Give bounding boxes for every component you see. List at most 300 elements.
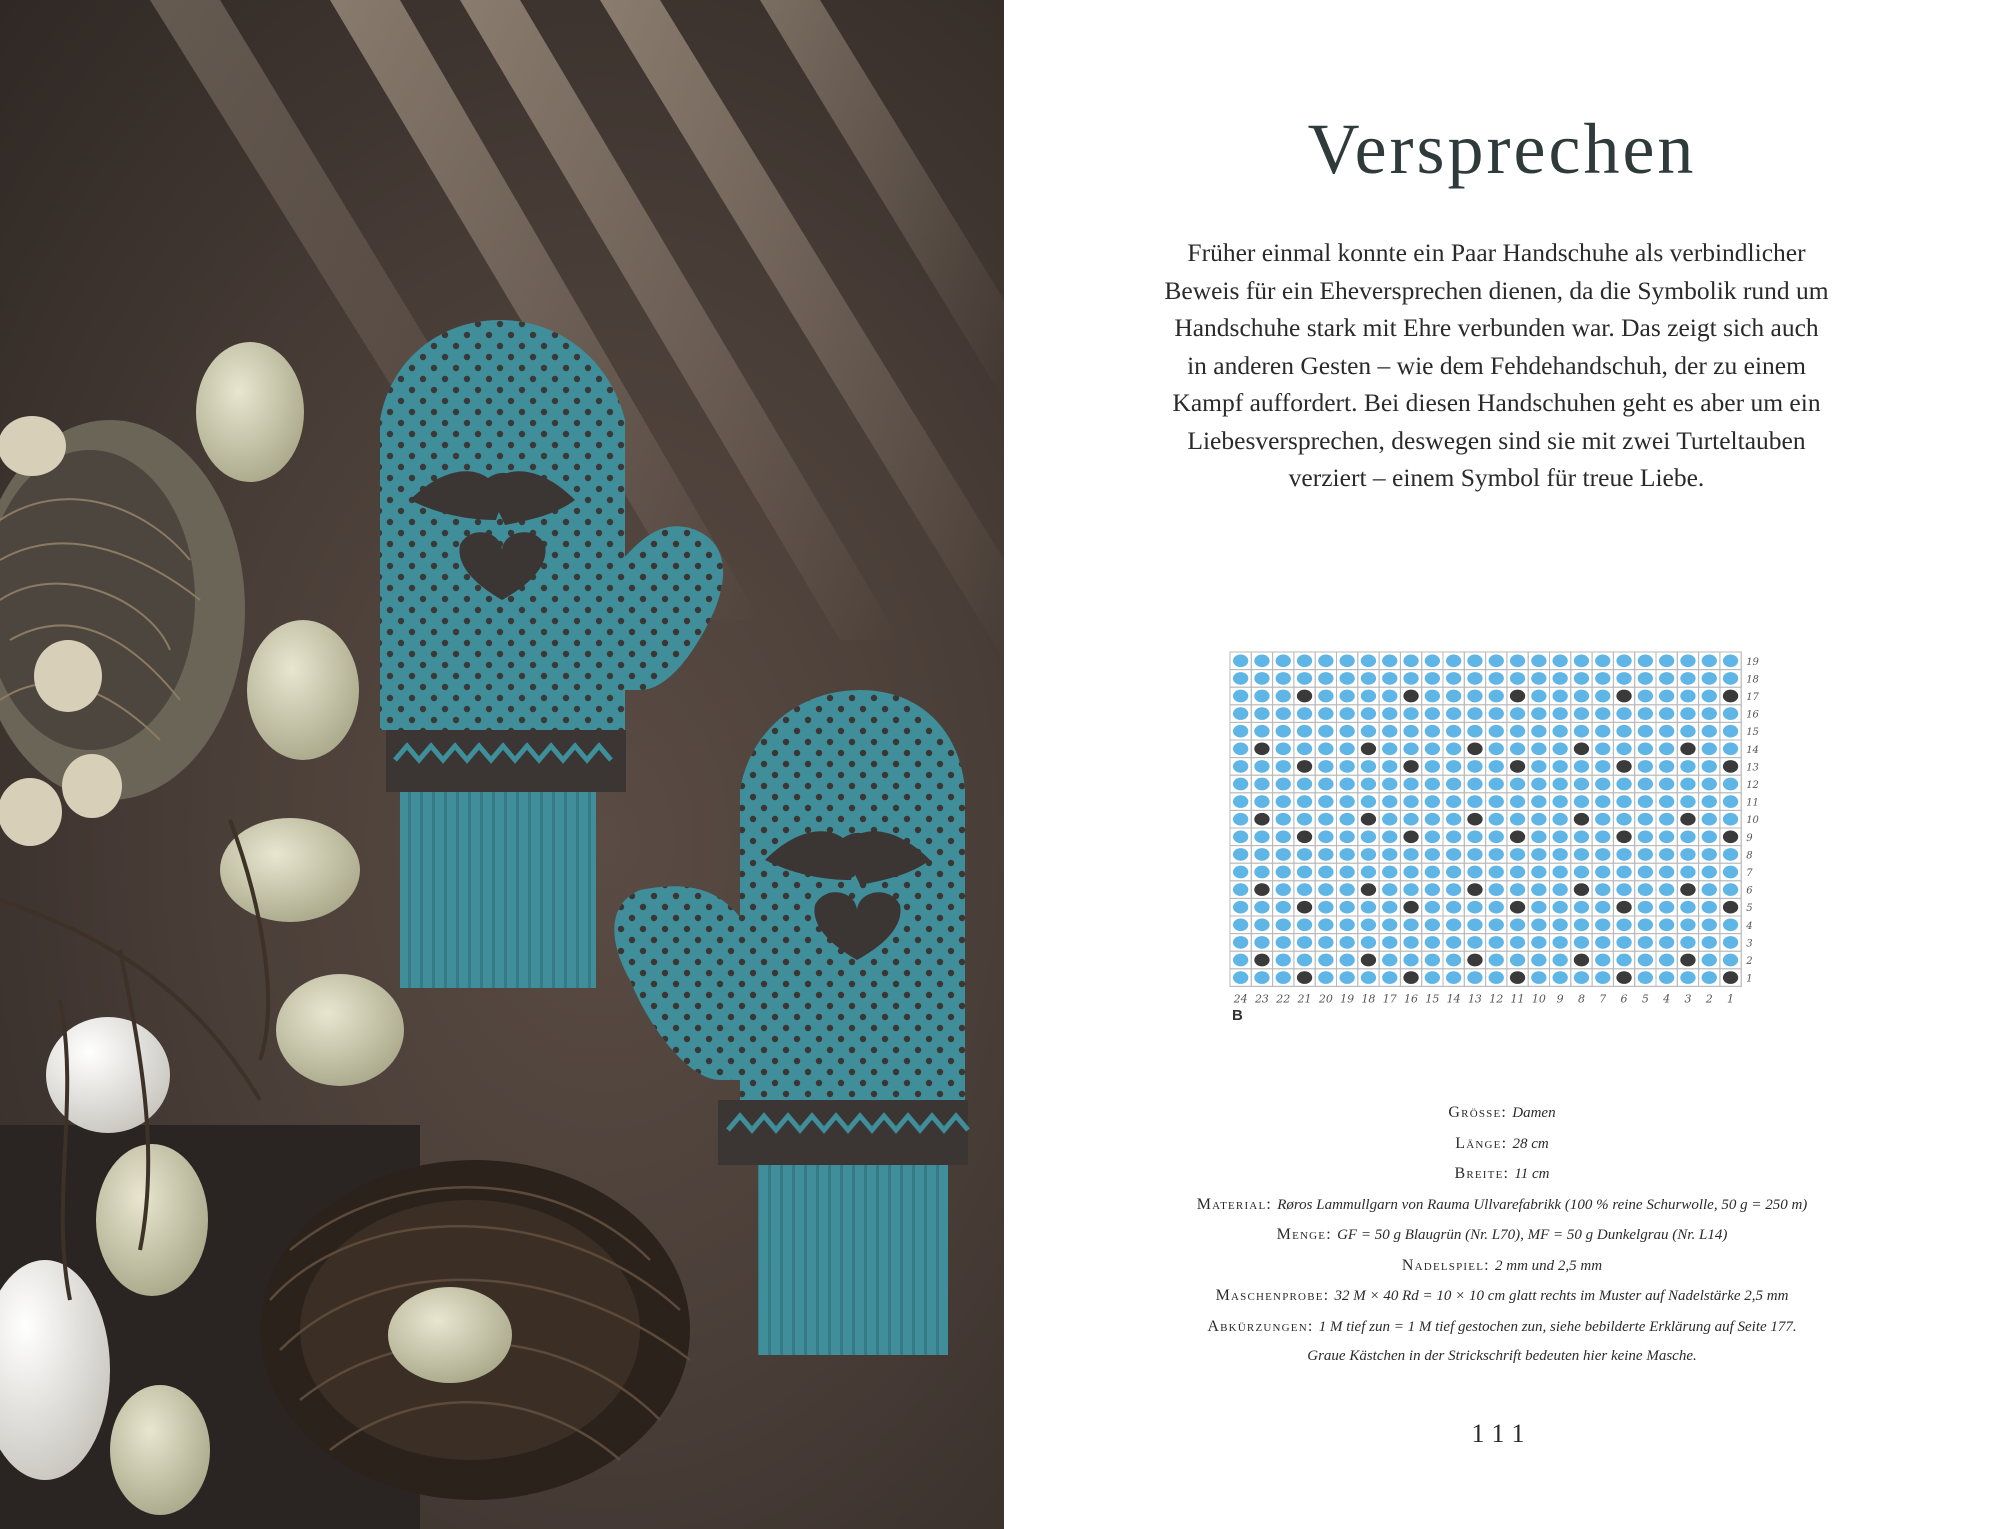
- spec-row: [1034, 1159, 1970, 1190]
- main-stitch: [1659, 848, 1674, 861]
- main-stitch: [1233, 830, 1248, 843]
- main-stitch: [1361, 690, 1376, 703]
- main-stitch: [1552, 690, 1567, 703]
- main-stitch: [1297, 918, 1312, 931]
- main-stitch: [1276, 883, 1291, 896]
- contrast-stitch: [1616, 690, 1631, 703]
- main-stitch: [1403, 654, 1418, 667]
- main-stitch: [1595, 707, 1610, 720]
- main-stitch: [1318, 883, 1333, 896]
- contrast-stitch: [1361, 883, 1376, 896]
- main-stitch: [1595, 848, 1610, 861]
- main-stitch: [1318, 866, 1333, 879]
- contrast-stitch: [1254, 954, 1269, 967]
- main-stitch: [1254, 778, 1269, 791]
- main-stitch: [1638, 725, 1653, 738]
- main-stitch: [1723, 795, 1738, 808]
- main-stitch: [1638, 848, 1653, 861]
- chart-column-label: 16: [1404, 992, 1419, 1004]
- contrast-stitch: [1297, 690, 1312, 703]
- main-stitch: [1680, 830, 1695, 843]
- main-stitch: [1552, 830, 1567, 843]
- contrast-stitch: [1680, 742, 1695, 755]
- intro-line: Liebesversprechen, deswegen sind sie mit zwei Turteltauben: [1187, 425, 1806, 455]
- contrast-stitch: [1297, 901, 1312, 914]
- main-stitch: [1467, 795, 1482, 808]
- main-stitch: [1446, 654, 1461, 667]
- main-stitch: [1531, 918, 1546, 931]
- chart-row-label: 12: [1746, 780, 1759, 791]
- main-stitch: [1446, 883, 1461, 896]
- main-stitch: [1659, 901, 1674, 914]
- chart-row-label: 14: [1746, 744, 1759, 756]
- main-stitch: [1552, 654, 1567, 667]
- contrast-stitch: [1403, 971, 1418, 984]
- main-stitch: [1531, 813, 1546, 826]
- main-stitch: [1616, 742, 1631, 755]
- main-stitch: [1510, 795, 1525, 808]
- main-stitch: [1276, 795, 1291, 808]
- main-stitch: [1531, 725, 1546, 738]
- main-stitch: [1403, 813, 1418, 826]
- chart-column-label: 8: [1577, 992, 1585, 1004]
- contrast-stitch: [1254, 742, 1269, 755]
- main-stitch: [1339, 690, 1354, 703]
- spec-row: [1034, 1312, 1970, 1343]
- main-stitch: [1552, 954, 1567, 967]
- main-stitch: [1233, 813, 1248, 826]
- main-stitch: [1531, 760, 1546, 773]
- spec-key: Länge:: [1455, 1134, 1513, 1152]
- main-stitch: [1659, 795, 1674, 808]
- main-stitch: [1318, 918, 1333, 931]
- main-stitch: [1254, 672, 1269, 685]
- contrast-stitch: [1616, 830, 1631, 843]
- spec-key: Abkürzungen:: [1207, 1317, 1319, 1335]
- main-stitch: [1382, 883, 1397, 896]
- intro-line: in anderen Gesten – wie dem Fehdehandschuh, der zu einem: [1187, 350, 1806, 380]
- main-stitch: [1659, 690, 1674, 703]
- main-stitch: [1638, 971, 1653, 984]
- contrast-stitch: [1403, 690, 1418, 703]
- main-stitch: [1595, 760, 1610, 773]
- main-stitch: [1467, 760, 1482, 773]
- main-stitch: [1403, 672, 1418, 685]
- main-stitch: [1425, 690, 1440, 703]
- main-stitch: [1702, 936, 1717, 949]
- main-stitch: [1659, 954, 1674, 967]
- chart-column-label: 23: [1254, 992, 1269, 1004]
- main-stitch: [1276, 725, 1291, 738]
- main-stitch: [1276, 760, 1291, 773]
- main-stitch: [1595, 742, 1610, 755]
- main-stitch: [1595, 936, 1610, 949]
- chart-column-label: 5: [1641, 992, 1649, 1004]
- main-stitch: [1382, 654, 1397, 667]
- chart-column-label: 1: [1727, 992, 1735, 1004]
- main-stitch: [1467, 707, 1482, 720]
- main-stitch: [1531, 654, 1546, 667]
- main-stitch: [1233, 971, 1248, 984]
- main-stitch: [1382, 778, 1397, 791]
- main-stitch: [1233, 883, 1248, 896]
- main-stitch: [1276, 866, 1291, 879]
- main-stitch: [1531, 672, 1546, 685]
- main-stitch: [1659, 707, 1674, 720]
- main-stitch: [1339, 813, 1354, 826]
- contrast-stitch: [1254, 883, 1269, 896]
- main-stitch: [1297, 654, 1312, 667]
- main-stitch: [1425, 971, 1440, 984]
- main-stitch: [1531, 707, 1546, 720]
- spec-row: [1034, 1251, 1970, 1282]
- main-stitch: [1297, 795, 1312, 808]
- main-stitch: [1702, 654, 1717, 667]
- main-stitch: [1339, 954, 1354, 967]
- main-stitch: [1233, 866, 1248, 879]
- main-stitch: [1702, 672, 1717, 685]
- main-stitch: [1297, 813, 1312, 826]
- chart-row-label: 18: [1746, 674, 1759, 686]
- main-stitch: [1510, 954, 1525, 967]
- main-stitch: [1446, 672, 1461, 685]
- main-stitch: [1489, 672, 1504, 685]
- chart-column-label: 2: [1705, 992, 1713, 1004]
- main-stitch: [1339, 918, 1354, 931]
- contrast-stitch: [1723, 760, 1738, 773]
- main-stitch: [1489, 690, 1504, 703]
- main-stitch: [1680, 760, 1695, 773]
- contrast-stitch: [1254, 813, 1269, 826]
- main-stitch: [1574, 778, 1589, 791]
- main-stitch: [1680, 778, 1695, 791]
- contrast-stitch: [1361, 742, 1376, 755]
- main-stitch: [1403, 795, 1418, 808]
- main-stitch: [1659, 936, 1674, 949]
- main-stitch: [1680, 654, 1695, 667]
- main-stitch: [1297, 707, 1312, 720]
- main-stitch: [1723, 954, 1738, 967]
- spec-value: 28 cm: [1512, 1135, 1549, 1152]
- main-stitch: [1382, 901, 1397, 914]
- chart-column-label: 20: [1318, 992, 1333, 1004]
- main-stitch: [1723, 813, 1738, 826]
- main-stitch: [1382, 830, 1397, 843]
- main-stitch: [1467, 936, 1482, 949]
- main-stitch: [1318, 901, 1333, 914]
- spec-row: [1034, 1281, 1970, 1312]
- main-stitch: [1276, 848, 1291, 861]
- contrast-stitch: [1616, 760, 1631, 773]
- chart-column-label: 22: [1276, 992, 1291, 1004]
- main-stitch: [1339, 742, 1354, 755]
- main-stitch: [1552, 901, 1567, 914]
- main-stitch: [1680, 918, 1695, 931]
- intro-line: Früher einmal konnte ein Paar Handschuhe als verbindlicher: [1187, 238, 1806, 267]
- main-stitch: [1339, 901, 1354, 914]
- main-stitch: [1659, 760, 1674, 773]
- main-stitch: [1382, 813, 1397, 826]
- main-stitch: [1254, 707, 1269, 720]
- main-stitch: [1552, 848, 1567, 861]
- main-stitch: [1446, 918, 1461, 931]
- main-stitch: [1638, 901, 1653, 914]
- main-stitch: [1425, 866, 1440, 879]
- main-stitch: [1510, 742, 1525, 755]
- main-stitch: [1339, 971, 1354, 984]
- chart-row-label: 8: [1746, 850, 1753, 862]
- main-stitch: [1638, 742, 1653, 755]
- page-title: Versprechen: [1307, 109, 1697, 189]
- egg: [247, 620, 359, 760]
- main-stitch: [1297, 672, 1312, 685]
- main-stitch: [1446, 813, 1461, 826]
- main-stitch: [1233, 795, 1248, 808]
- main-stitch: [1467, 778, 1482, 791]
- main-stitch: [1318, 795, 1333, 808]
- main-stitch: [1425, 883, 1440, 896]
- main-stitch: [1574, 690, 1589, 703]
- contrast-stitch: [1403, 901, 1418, 914]
- main-stitch: [1702, 954, 1717, 967]
- main-stitch: [1403, 742, 1418, 755]
- main-stitch: [1574, 866, 1589, 879]
- main-stitch: [1403, 954, 1418, 967]
- main-stitch: [1382, 918, 1397, 931]
- intro-line: verziert – einem Symbol für treue Liebe.: [1288, 463, 1705, 492]
- contrast-stitch: [1467, 813, 1482, 826]
- main-stitch: [1467, 848, 1482, 861]
- chart-row-label: 19: [1746, 656, 1759, 668]
- main-stitch: [1680, 707, 1695, 720]
- main-stitch: [1276, 971, 1291, 984]
- contrast-stitch: [1510, 971, 1525, 984]
- main-stitch: [1382, 795, 1397, 808]
- main-stitch: [1616, 918, 1631, 931]
- contrast-stitch: [1510, 901, 1525, 914]
- main-stitch: [1361, 901, 1376, 914]
- main-stitch: [1638, 795, 1653, 808]
- main-stitch: [1382, 936, 1397, 949]
- main-stitch: [1318, 778, 1333, 791]
- main-stitch: [1254, 760, 1269, 773]
- main-stitch: [1446, 901, 1461, 914]
- main-stitch: [1702, 795, 1717, 808]
- contrast-stitch: [1680, 954, 1695, 967]
- main-stitch: [1595, 690, 1610, 703]
- chart-column-label: 13: [1467, 992, 1482, 1004]
- main-stitch: [1638, 936, 1653, 949]
- main-stitch: [1531, 848, 1546, 861]
- main-stitch: [1382, 742, 1397, 755]
- main-stitch: [1552, 918, 1567, 931]
- main-stitch: [1638, 883, 1653, 896]
- contrast-stitch: [1723, 901, 1738, 914]
- main-stitch: [1489, 654, 1504, 667]
- main-stitch: [1552, 795, 1567, 808]
- main-stitch: [1638, 918, 1653, 931]
- main-stitch: [1318, 830, 1333, 843]
- main-stitch: [1489, 954, 1504, 967]
- main-stitch: [1382, 690, 1397, 703]
- main-stitch: [1318, 654, 1333, 667]
- contrast-stitch: [1361, 813, 1376, 826]
- chart-row-label: 3: [1746, 938, 1753, 950]
- chart-column-label: 3: [1684, 992, 1692, 1004]
- main-stitch: [1425, 760, 1440, 773]
- main-stitch: [1425, 778, 1440, 791]
- main-stitch: [1552, 971, 1567, 984]
- main-stitch: [1339, 760, 1354, 773]
- spec-key: Material:: [1196, 1195, 1278, 1213]
- main-stitch: [1723, 936, 1738, 949]
- spec-value: Damen: [1512, 1105, 1556, 1121]
- main-stitch: [1446, 760, 1461, 773]
- main-stitch: [1723, 866, 1738, 879]
- main-stitch: [1403, 918, 1418, 931]
- main-stitch: [1276, 654, 1291, 667]
- main-stitch: [1425, 813, 1440, 826]
- main-stitch: [1361, 654, 1376, 667]
- contrast-stitch: [1723, 690, 1738, 703]
- main-stitch: [1425, 830, 1440, 843]
- main-stitch: [1638, 760, 1653, 773]
- contrast-stitch: [1297, 830, 1312, 843]
- chart-row-label: 5: [1746, 903, 1753, 915]
- main-stitch: [1702, 971, 1717, 984]
- main-stitch: [1467, 866, 1482, 879]
- main-stitch: [1595, 654, 1610, 667]
- main-stitch: [1659, 918, 1674, 931]
- main-stitch: [1297, 848, 1312, 861]
- main-stitch: [1382, 725, 1397, 738]
- main-stitch: [1638, 866, 1653, 879]
- main-stitch: [1574, 672, 1589, 685]
- main-stitch: [1276, 901, 1291, 914]
- main-stitch: [1680, 848, 1695, 861]
- intro-line: Kampf auffordert. Bei diesen Handschuhen geht es aber um ein: [1172, 388, 1821, 417]
- main-stitch: [1446, 954, 1461, 967]
- main-stitch: [1339, 707, 1354, 720]
- main-stitch: [1595, 866, 1610, 879]
- main-stitch: [1574, 971, 1589, 984]
- main-stitch: [1297, 742, 1312, 755]
- main-stitch: [1382, 971, 1397, 984]
- main-stitch: [1510, 883, 1525, 896]
- main-stitch: [1552, 672, 1567, 685]
- main-stitch: [1361, 760, 1376, 773]
- main-stitch: [1723, 654, 1738, 667]
- main-stitch: [1723, 778, 1738, 791]
- main-stitch: [1489, 760, 1504, 773]
- egg: [110, 1385, 210, 1515]
- main-stitch: [1531, 901, 1546, 914]
- main-stitch: [1702, 707, 1717, 720]
- main-stitch: [1425, 936, 1440, 949]
- main-stitch: [1361, 830, 1376, 843]
- main-stitch: [1723, 883, 1738, 896]
- main-stitch: [1595, 830, 1610, 843]
- spec-value: 2 mm und 2,5 mm: [1494, 1257, 1603, 1274]
- chart-column-label: 15: [1425, 992, 1440, 1004]
- chart-row-label: 7: [1746, 868, 1753, 879]
- main-stitch: [1467, 830, 1482, 843]
- main-stitch: [1680, 936, 1695, 949]
- main-stitch: [1531, 690, 1546, 703]
- spec-row: [1034, 1342, 1970, 1372]
- main-stitch: [1702, 760, 1717, 773]
- chart-row-label: 6: [1746, 885, 1753, 897]
- main-stitch: [1233, 848, 1248, 861]
- main-stitch: [1489, 971, 1504, 984]
- main-stitch: [1595, 672, 1610, 685]
- main-stitch: [1276, 936, 1291, 949]
- knitting-chart: [1226, 644, 1766, 1004]
- egg-in-nest: [388, 1287, 512, 1383]
- main-stitch: [1616, 883, 1631, 896]
- chart-column-label: 12: [1489, 992, 1504, 1004]
- main-stitch: [1489, 778, 1504, 791]
- main-stitch: [1489, 848, 1504, 861]
- main-stitch: [1510, 848, 1525, 861]
- main-stitch: [1276, 672, 1291, 685]
- main-stitch: [1595, 954, 1610, 967]
- main-stitch: [1574, 795, 1589, 808]
- main-stitch: [1467, 690, 1482, 703]
- main-stitch: [1489, 795, 1504, 808]
- spec-value: 11 cm: [1514, 1166, 1550, 1182]
- main-stitch: [1574, 725, 1589, 738]
- chart-row-label: 11: [1746, 797, 1759, 809]
- main-stitch: [1361, 707, 1376, 720]
- main-stitch: [1489, 883, 1504, 896]
- main-stitch: [1616, 848, 1631, 861]
- main-stitch: [1574, 918, 1589, 931]
- main-stitch: [1489, 742, 1504, 755]
- main-stitch: [1595, 813, 1610, 826]
- main-stitch: [1403, 866, 1418, 879]
- main-stitch: [1659, 778, 1674, 791]
- main-stitch: [1467, 654, 1482, 667]
- main-stitch: [1361, 725, 1376, 738]
- main-stitch: [1339, 778, 1354, 791]
- quail-egg: [0, 416, 66, 476]
- main-stitch: [1574, 901, 1589, 914]
- text-page: [1004, 0, 2000, 1529]
- main-stitch: [1489, 707, 1504, 720]
- contrast-stitch: [1574, 883, 1589, 896]
- main-stitch: [1361, 778, 1376, 791]
- main-stitch: [1659, 971, 1674, 984]
- main-stitch: [1233, 742, 1248, 755]
- main-stitch: [1510, 778, 1525, 791]
- egg: [96, 1144, 208, 1296]
- main-stitch: [1318, 971, 1333, 984]
- main-stitch: [1254, 901, 1269, 914]
- spec-row: [1034, 1190, 1970, 1221]
- contrast-stitch: [1510, 690, 1525, 703]
- main-stitch: [1361, 918, 1376, 931]
- contrast-stitch: [1361, 954, 1376, 967]
- main-stitch: [1489, 830, 1504, 843]
- main-stitch: [1574, 848, 1589, 861]
- main-stitch: [1339, 795, 1354, 808]
- main-stitch: [1574, 936, 1589, 949]
- main-stitch: [1702, 883, 1717, 896]
- main-stitch: [1574, 760, 1589, 773]
- main-stitch: [1680, 866, 1695, 879]
- chart-column-label: 14: [1446, 992, 1461, 1004]
